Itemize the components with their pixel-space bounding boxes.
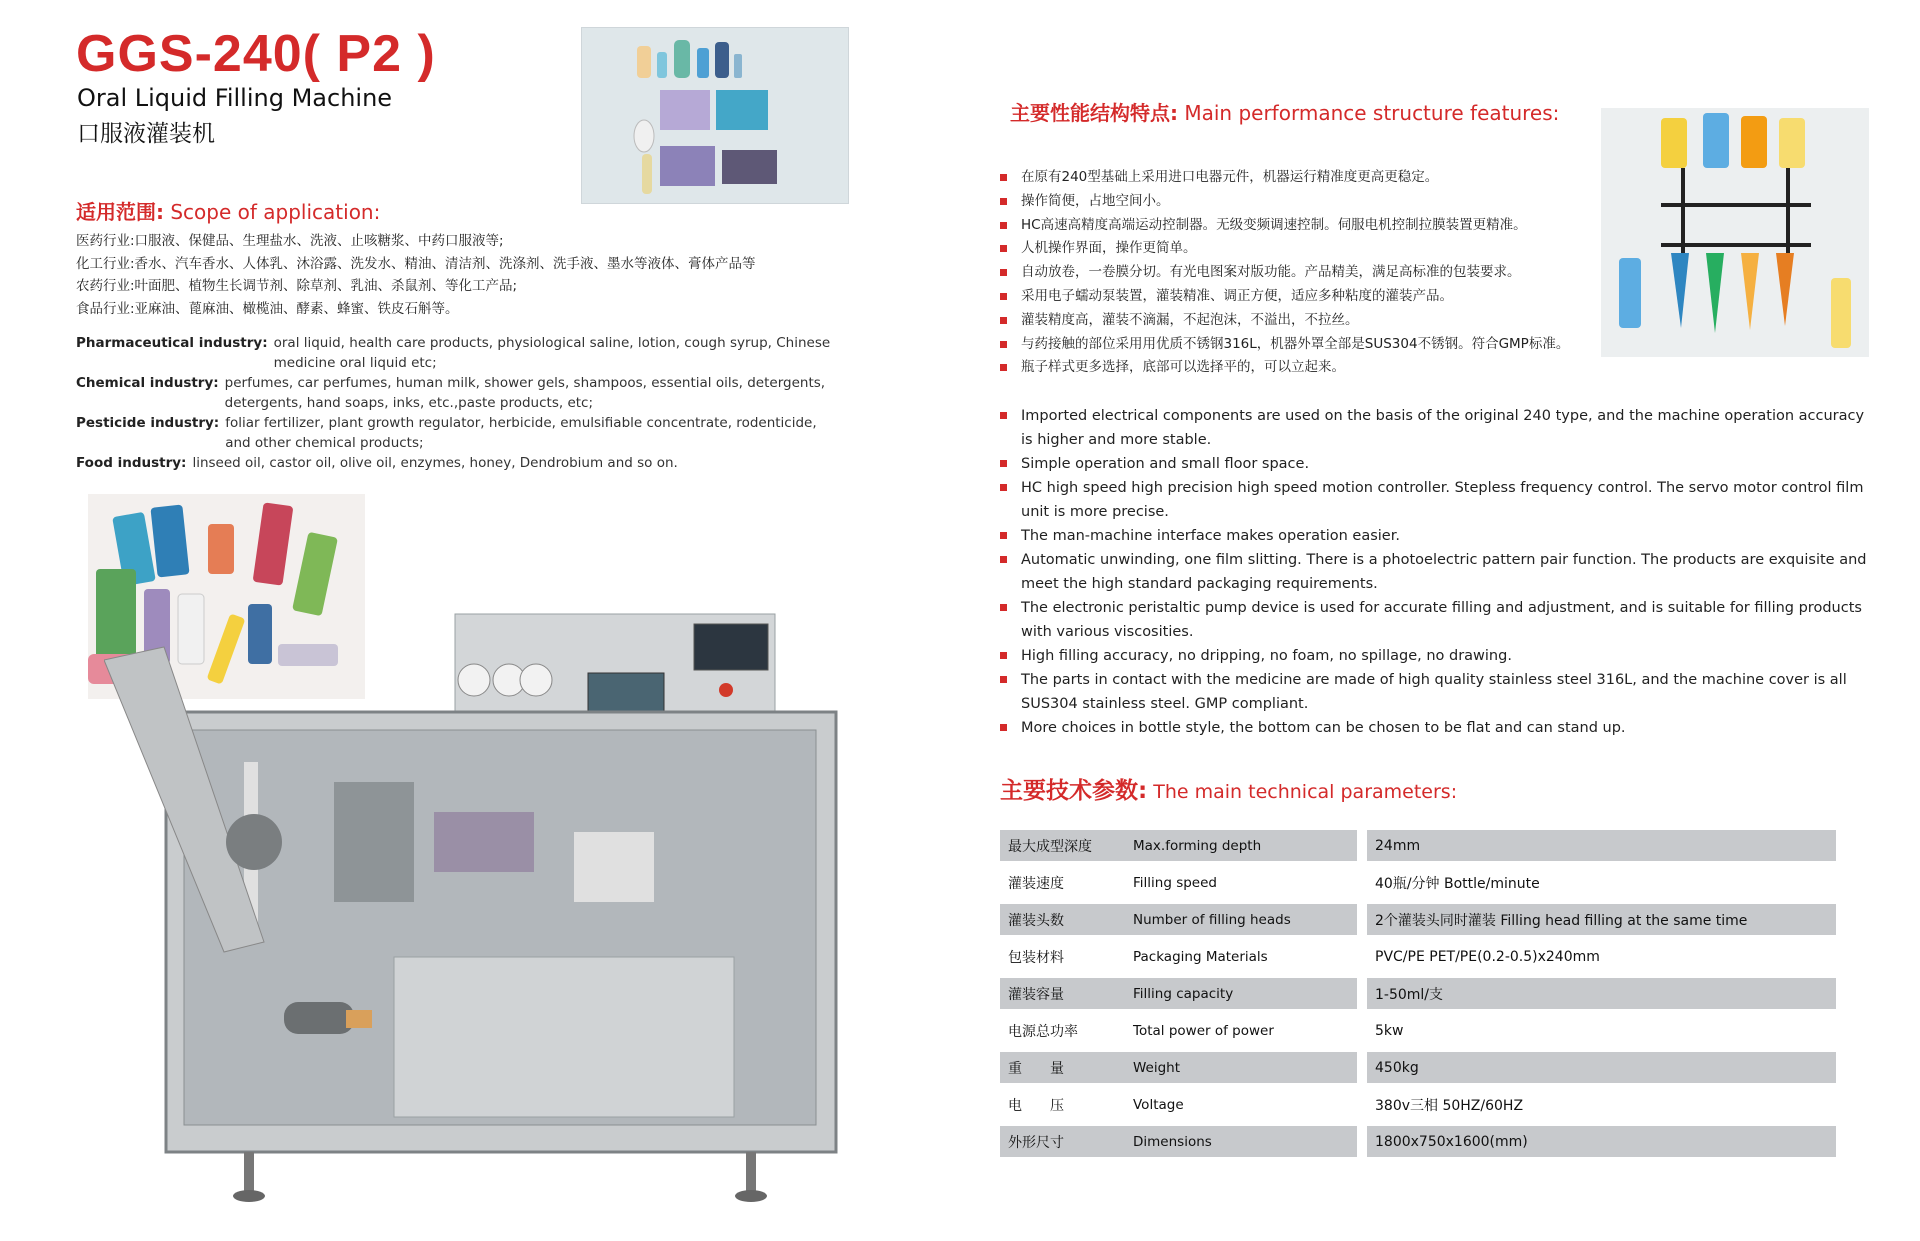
industry-text: oral liquid, health care products, physiological saline, lotion, cough syrup, Chinese medicine oral liquid etc; (273, 335, 831, 371)
bullet-square-icon (1000, 222, 1007, 229)
feature-cn-text: 自动放卷，一卷膜分切。有光电图案对版功能。产品精美，满足高标准的包装要求。 (1021, 264, 1521, 281)
feature-en-item (1000, 452, 1880, 476)
features-heading (1010, 97, 1559, 126)
param-value: PVC/PE PET/PE(0.2-0.5)x240mm (1375, 948, 1600, 965)
bullet-square-icon (1000, 484, 1007, 491)
industry-label: Pharmaceutical industry: (76, 335, 268, 351)
bullet-square-icon (1000, 245, 1007, 252)
feature-cn-text: 在原有240型基础上采用进口电器元件，机器运行精准度更高更稳定。 (1021, 169, 1439, 185)
feature-en-item (1000, 476, 1880, 524)
scope-heading (76, 196, 380, 225)
feature-cn-item (1000, 261, 1620, 285)
scope-cn-list (76, 230, 756, 320)
param-cn: 灌装速度 (1008, 875, 1064, 892)
param-value: 5kw (1375, 1022, 1404, 1039)
table-row (1000, 1089, 1836, 1120)
feature-cn-item (1000, 356, 1620, 380)
feature-cn-item (1000, 166, 1620, 190)
scope-en-item (76, 413, 836, 453)
feature-en-text: Automatic unwinding, one film slitting. There is a photoelectric pattern pair function. The products are exquisite and meet the high standard packaging requirements. (1021, 552, 1867, 592)
industry-text: foliar fertilizer, plant growth regulator, herbicide, emulsifiable concentrate, rodenticide, and other chemical products; (225, 415, 817, 451)
feature-cn-item (1000, 309, 1620, 333)
param-value: 1-50ml/支 (1367, 978, 1836, 1009)
param-value: 24mm (1367, 830, 1836, 861)
feature-en-text: The man-machine interface makes operation easier. (1021, 528, 1400, 544)
param-en: Dimensions (1125, 1126, 1357, 1157)
bullet-square-icon (1000, 724, 1007, 731)
table-row (1000, 904, 1836, 935)
params-heading-en: The main technical parameters: (1147, 781, 1458, 803)
param-cn: 电源总功率 (1008, 1023, 1078, 1040)
bullet-square-icon (1000, 460, 1007, 467)
feature-en-text: The parts in contact with the medicine are made of high quality stainless steel 316L, and the machine cover is all SUS304 stainless steel. GMP compliant. (1021, 672, 1847, 712)
feature-en-text: More choices in bottle style, the bottom can be chosen to be flat and can stand up. (1021, 720, 1626, 736)
params-table (1000, 824, 1836, 1163)
param-cn: 最大成型深度 (1000, 830, 1125, 861)
scope-en-list (76, 333, 836, 473)
features-heading-cn: 主要性能结构特点: (1010, 101, 1178, 125)
product-title-cn: 口服液灌装机 (77, 121, 215, 147)
param-en: Filling capacity (1125, 978, 1357, 1009)
feature-en-item (1000, 548, 1880, 596)
feature-en-text: The electronic peristaltic pump device is used for accurate filling and adjustment, and is suitable for filling products with various viscosities. (1021, 600, 1862, 640)
bullet-square-icon (1000, 652, 1007, 659)
feature-en-text: Simple operation and small floor space. (1021, 456, 1310, 472)
scope-cn-line: 食品行业:亚麻油、蓖麻油、橄榄油、酵素、蜂蜜、铁皮石斛等。 (76, 300, 459, 317)
bullet-square-icon (1000, 198, 1007, 205)
bullet-square-icon (1000, 604, 1007, 611)
bullet-square-icon (1000, 676, 1007, 683)
bullet-square-icon (1000, 364, 1007, 371)
scope-en-item (76, 333, 836, 373)
param-cn: 灌装容量 (1000, 978, 1125, 1009)
features-heading-en: Main performance structure features: (1178, 101, 1560, 125)
feature-en-item (1000, 644, 1880, 668)
industry-text: linseed oil, castor oil, olive oil, enzymes, honey, Dendrobium and so on. (192, 455, 678, 471)
feature-cn-text: 灌装精度高，灌装不滴漏，不起泡沫，不溢出，不拉丝。 (1021, 311, 1359, 328)
feature-en-item (1000, 596, 1880, 644)
bullet-square-icon (1000, 293, 1007, 300)
param-value: 40瓶/分钟 Bottle/minute (1375, 875, 1540, 892)
model-number: GGS-240( P2 ) (76, 25, 436, 83)
feature-cn-item (1000, 190, 1620, 214)
feature-en-item (1000, 524, 1880, 548)
bullet-square-icon (1000, 412, 1007, 419)
scope-en-item (76, 373, 836, 413)
features-cn-list (1000, 166, 1620, 380)
table-row (1000, 1015, 1836, 1046)
scope-cn-line: 农药行业:叶面肥、植物生长调节剂、除草剂、乳油、杀鼠剂、等化工产品; (76, 278, 518, 294)
param-cn: 电 压 (1008, 1097, 1064, 1114)
feature-cn-text: HC高速高精度高端运动控制器。无级变频调速控制。伺服电机控制拉膜装置更精准。 (1021, 216, 1527, 233)
param-en: Weight (1125, 1052, 1357, 1083)
feature-cn-item (1000, 285, 1620, 309)
features-en-list (1000, 404, 1880, 740)
sample-bottles-photo (581, 27, 849, 204)
param-cn: 包装材料 (1008, 949, 1064, 966)
bullet-square-icon (1000, 341, 1007, 348)
param-cn: 灌装头数 (1000, 904, 1125, 935)
param-en: Filling speed (1133, 874, 1217, 891)
params-heading (1000, 772, 1457, 805)
table-row (1000, 867, 1836, 898)
feature-en-item (1000, 716, 1880, 740)
machine-photo (104, 612, 846, 1208)
industry-label: Pesticide industry: (76, 415, 220, 431)
feature-cn-text: 与药接触的部位采用用优质不锈钢316L，机器外罩全部是SUS304不锈钢。符合GMP标准。 (1021, 335, 1570, 352)
feature-cn-text: 瓶子样式更多选择，底部可以选择平的，可以立起来。 (1021, 359, 1345, 376)
bullet-square-icon (1000, 532, 1007, 539)
param-cn: 重 量 (1000, 1052, 1125, 1083)
param-value: 450kg (1367, 1052, 1836, 1083)
industry-text: perfumes, car perfumes, human milk, shower gels, shampoos, essential oils, detergents, detergents, hand soaps, inks, etc.,paste products, etc; (224, 375, 826, 411)
param-en: Total power of power (1133, 1022, 1274, 1039)
scope-heading-en: Scope of application: (164, 200, 381, 224)
feature-en-text: Imported electrical components are used on the basis of the original 240 type, and the machine operation accuracy is higher and more stable. (1021, 408, 1865, 448)
feature-cn-item (1000, 237, 1620, 261)
table-row (1000, 830, 1836, 861)
feature-en-item (1000, 668, 1880, 716)
bullet-square-icon (1000, 174, 1007, 181)
param-value: 380v三相 50HZ/60HZ (1375, 1097, 1524, 1114)
table-row (1000, 941, 1836, 972)
param-value: 2个灌装头同时灌装 Filling head filling at the same time (1367, 904, 1836, 935)
feature-en-text: High filling accuracy, no dripping, no foam, no spillage, no drawing. (1021, 648, 1512, 664)
bullet-square-icon (1000, 269, 1007, 276)
scope-heading-cn: 适用范围: (76, 200, 164, 224)
product-title-en: Oral Liquid Filling Machine (77, 84, 393, 112)
param-cn: 外形尺寸 (1000, 1126, 1125, 1157)
params-heading-cn: 主要技术参数: (1000, 778, 1148, 804)
table-row (1000, 1052, 1836, 1083)
feature-cn-text: 人机操作界面，操作更简单。 (1021, 240, 1197, 257)
scope-en-item (76, 453, 836, 473)
param-en: Packaging Materials (1133, 948, 1268, 965)
bullet-square-icon (1000, 556, 1007, 563)
feature-en-item (1000, 404, 1880, 452)
feature-cn-text: 采用电子蠕动泵装置，灌装精准、调正方便，适应多种粘度的灌装产品。 (1021, 287, 1453, 304)
scope-cn-line: 化工行业:香水、汽车香水、人体乳、沐浴露、洗发水、精油、清洁剂、洗涤剂、洗手液、墨水等液体、膏体产品等 (76, 255, 756, 272)
param-en: Number of filling heads (1125, 904, 1357, 935)
feature-cn-text: 操作简便，占地空间小。 (1021, 192, 1170, 209)
table-row (1000, 1126, 1836, 1157)
scope-cn-line: 医药行业:口服液、保健品、生理盐水、洗液、止咳糖浆、中药口服液等; (76, 233, 504, 249)
bullet-square-icon (1000, 317, 1007, 324)
industry-label: Food industry: (76, 455, 187, 471)
param-value: 1800x750x1600(mm) (1367, 1126, 1836, 1157)
feature-cn-item (1000, 333, 1620, 357)
bottles-rack-photo (1601, 108, 1869, 357)
param-en: Voltage (1133, 1096, 1184, 1113)
industry-label: Chemical industry: (76, 375, 219, 391)
feature-en-text: HC high speed high precision high speed motion controller. Stepless frequency control. The servo motor control film unit is more precise. (1021, 480, 1864, 520)
feature-cn-item (1000, 214, 1620, 238)
param-en: Max.forming depth (1125, 830, 1357, 861)
table-row (1000, 978, 1836, 1009)
